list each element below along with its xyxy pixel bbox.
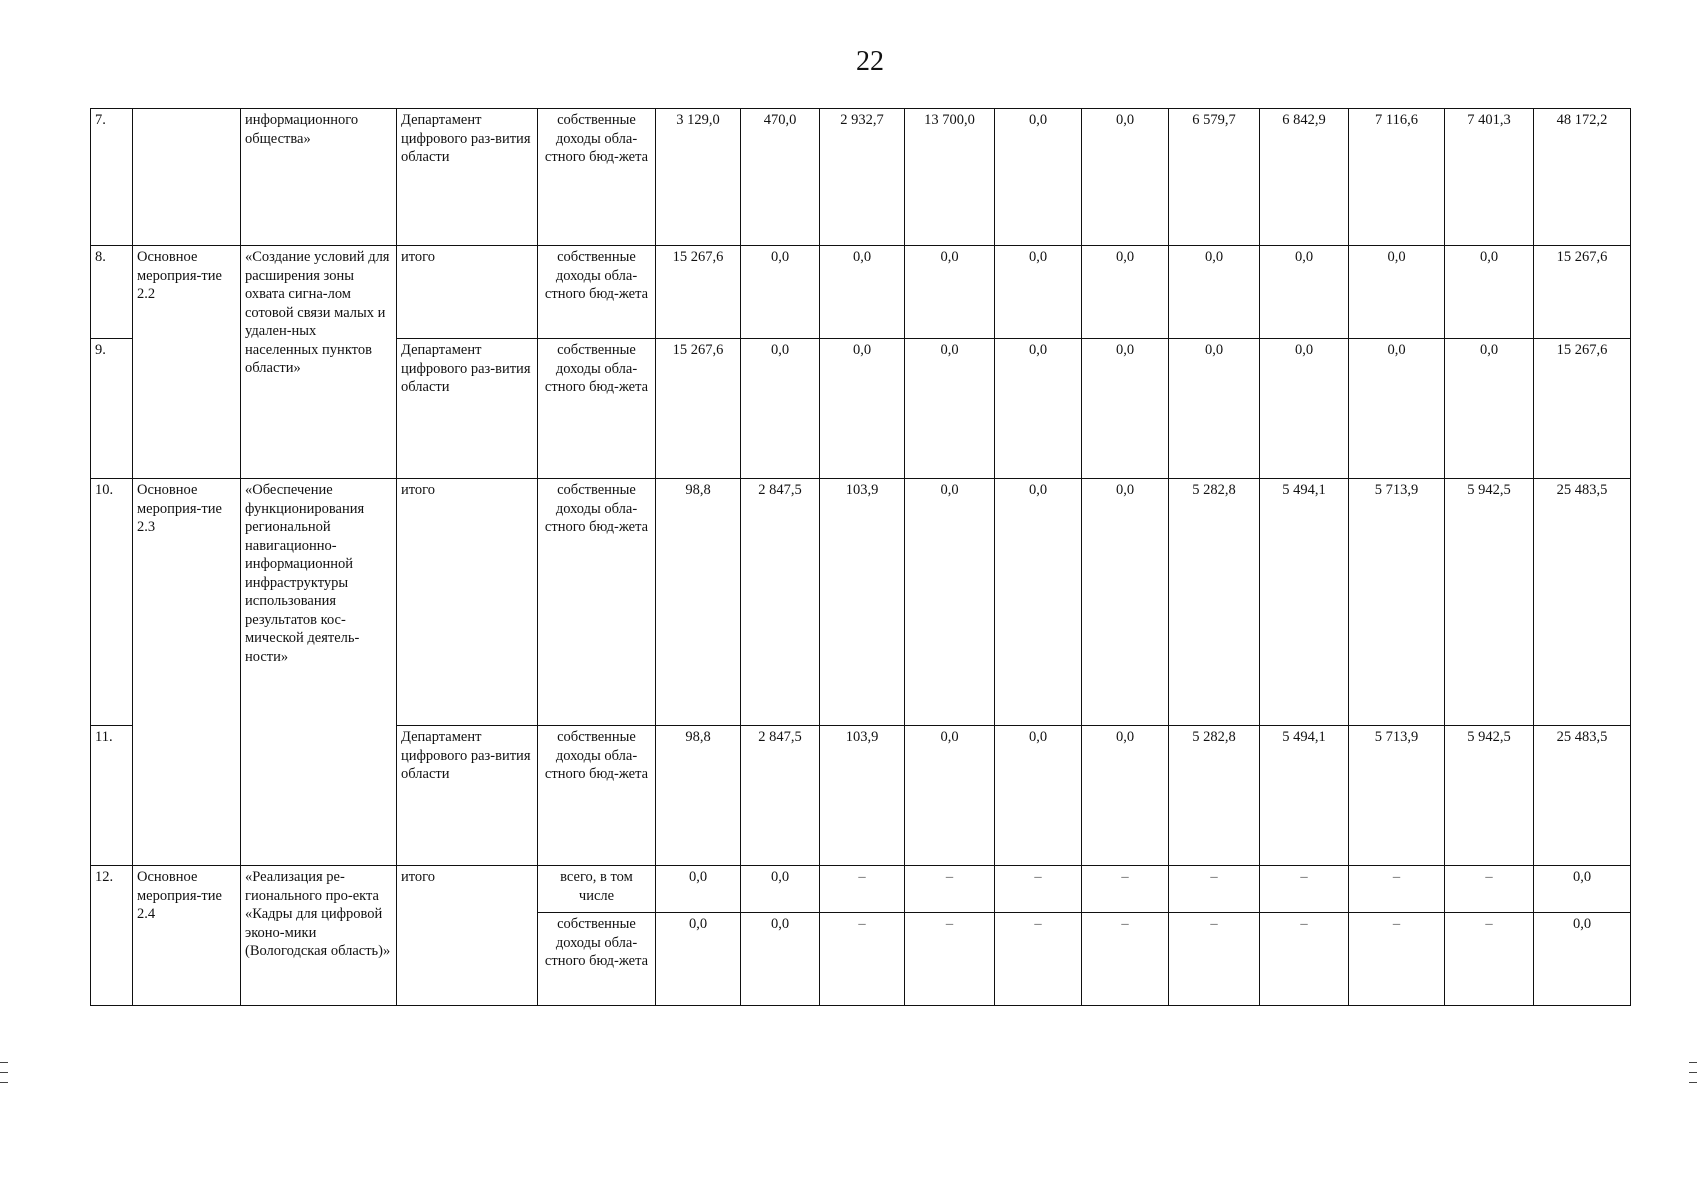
event-name-cell: «Обеспечение функционирования региональной навигационно-информационной инфраструктуры использования результатов кос-мической деятель-ности» (241, 479, 397, 866)
value-cell: – (1169, 913, 1260, 1006)
table-row (91, 479, 1631, 726)
value-cell: 0,0 (820, 339, 905, 479)
value-cell: – (820, 866, 905, 913)
value-cell: 5 942,5 (1445, 479, 1534, 726)
value-cell: 0,0 (905, 726, 995, 866)
value-cell: 0,0 (1169, 246, 1260, 339)
value-cell: 7 401,3 (1445, 109, 1534, 246)
row-number: 11. (91, 726, 133, 866)
value-cell: – (1260, 866, 1349, 913)
event-type-cell: Основное мероприя-тие 2.4 (133, 866, 241, 1006)
value-cell: – (995, 913, 1082, 1006)
value-cell: 0,0 (1082, 479, 1169, 726)
event-type-cell (133, 109, 241, 246)
value-cell: 0,0 (741, 339, 820, 479)
total-cell: 15 267,6 (1534, 246, 1631, 339)
table-row (91, 109, 1631, 246)
funding-source-cell: собственные доходы обла-стного бюд-жета (538, 479, 656, 726)
scan-mark-left-mid (0, 1072, 8, 1073)
value-cell: 0,0 (1445, 246, 1534, 339)
value-cell: 0,0 (741, 866, 820, 913)
scan-mark-left-bottom (0, 1082, 8, 1083)
value-cell: 98,8 (656, 726, 741, 866)
value-cell: 13 700,0 (905, 109, 995, 246)
value-cell: 2 847,5 (741, 726, 820, 866)
value-cell: 0,0 (905, 246, 995, 339)
total-cell: 15 267,6 (1534, 339, 1631, 479)
value-cell: 0,0 (1169, 339, 1260, 479)
scan-mark-right-bottom (1689, 1082, 1697, 1083)
event-type-cell: Основное мероприя-тие 2.3 (133, 479, 241, 866)
value-cell: 0,0 (1082, 246, 1169, 339)
value-cell: – (995, 866, 1082, 913)
value-cell: 2 847,5 (741, 479, 820, 726)
value-cell: – (820, 913, 905, 1006)
row-number: 8. (91, 246, 133, 339)
funding-source-cell: всего, в том числе (538, 866, 656, 913)
value-cell: 0,0 (1445, 339, 1534, 479)
total-cell: 0,0 (1534, 866, 1631, 913)
value-cell: – (1445, 913, 1534, 1006)
value-cell: – (1445, 866, 1534, 913)
value-cell: 5 494,1 (1260, 726, 1349, 866)
scan-mark-left-top (0, 1062, 8, 1063)
row-number: 12. (91, 866, 133, 1006)
funding-source-cell: собственные доходы обла-стного бюд-жета (538, 913, 656, 1006)
value-cell: 0,0 (741, 913, 820, 1006)
executor-cell: итого (397, 866, 538, 1006)
value-cell: 0,0 (995, 479, 1082, 726)
value-cell: 5 282,8 (1169, 479, 1260, 726)
total-cell: 48 172,2 (1534, 109, 1631, 246)
funding-source-cell: собственные доходы обла-стного бюд-жета (538, 109, 656, 246)
value-cell: 103,9 (820, 479, 905, 726)
value-cell: 0,0 (1349, 339, 1445, 479)
budget-table (90, 108, 1631, 1006)
value-cell: – (1082, 866, 1169, 913)
total-cell: 25 483,5 (1534, 479, 1631, 726)
row-number: 7. (91, 109, 133, 246)
row-number: 9. (91, 339, 133, 479)
executor-cell: итого (397, 246, 538, 339)
value-cell: 15 267,6 (656, 339, 741, 479)
executor-cell: Департамент цифрового раз-вития области (397, 339, 538, 479)
value-cell: 15 267,6 (656, 246, 741, 339)
value-cell: 5 942,5 (1445, 726, 1534, 866)
value-cell: 0,0 (995, 109, 1082, 246)
value-cell: 0,0 (995, 726, 1082, 866)
value-cell: – (1260, 913, 1349, 1006)
value-cell: 0,0 (995, 339, 1082, 479)
executor-cell: Департамент цифрового раз-вития области (397, 726, 538, 866)
value-cell: 5 282,8 (1169, 726, 1260, 866)
value-cell: 0,0 (656, 866, 741, 913)
value-cell: 0,0 (741, 246, 820, 339)
value-cell: 6 842,9 (1260, 109, 1349, 246)
value-cell: 2 932,7 (820, 109, 905, 246)
value-cell: – (1349, 866, 1445, 913)
value-cell: – (1169, 866, 1260, 913)
value-cell: 7 116,6 (1349, 109, 1445, 246)
value-cell: 5 713,9 (1349, 479, 1445, 726)
value-cell: 0,0 (1260, 339, 1349, 479)
funding-source-cell: собственные доходы обла-стного бюд-жета (538, 726, 656, 866)
value-cell: 0,0 (1082, 109, 1169, 246)
value-cell: 3 129,0 (656, 109, 741, 246)
value-cell: – (1349, 913, 1445, 1006)
funding-source-cell: собственные доходы обла-стного бюд-жета (538, 339, 656, 479)
value-cell: 5 713,9 (1349, 726, 1445, 866)
value-cell: 0,0 (905, 479, 995, 726)
value-cell: 470,0 (741, 109, 820, 246)
value-cell: 6 579,7 (1169, 109, 1260, 246)
table-row (91, 246, 1631, 339)
scan-mark-right-top (1689, 1062, 1697, 1063)
value-cell: 0,0 (905, 339, 995, 479)
executor-cell: итого (397, 479, 538, 726)
table-row (91, 866, 1631, 913)
value-cell: – (1082, 913, 1169, 1006)
event-type-cell: Основное мероприя-тие 2.2 (133, 246, 241, 479)
value-cell: 0,0 (995, 246, 1082, 339)
event-name-cell: информационного общества» (241, 109, 397, 246)
value-cell: – (905, 866, 995, 913)
event-name-cell: «Реализация ре-гионального про-екта «Кадры для цифровой эконо-мики (Вологодская область)» (241, 866, 397, 1006)
total-cell: 0,0 (1534, 913, 1631, 1006)
value-cell: 0,0 (656, 913, 741, 1006)
value-cell: 5 494,1 (1260, 479, 1349, 726)
scan-mark-right-mid (1689, 1072, 1697, 1073)
value-cell: – (905, 913, 995, 1006)
value-cell: 0,0 (1082, 726, 1169, 866)
funding-source-cell: собственные доходы обла-стного бюд-жета (538, 246, 656, 339)
value-cell: 0,0 (820, 246, 905, 339)
total-cell: 25 483,5 (1534, 726, 1631, 866)
event-name-cell: «Создание условий для расширения зоны охвата сигна-лом сотовой связи малых и удален-ных населенных пунктов области» (241, 246, 397, 479)
row-number: 10. (91, 479, 133, 726)
executor-cell: Департамент цифрового раз-вития области (397, 109, 538, 246)
page-number: 22 (856, 46, 884, 77)
value-cell: 0,0 (1349, 246, 1445, 339)
value-cell: 0,0 (1082, 339, 1169, 479)
value-cell: 0,0 (1260, 246, 1349, 339)
value-cell: 103,9 (820, 726, 905, 866)
value-cell: 98,8 (656, 479, 741, 726)
